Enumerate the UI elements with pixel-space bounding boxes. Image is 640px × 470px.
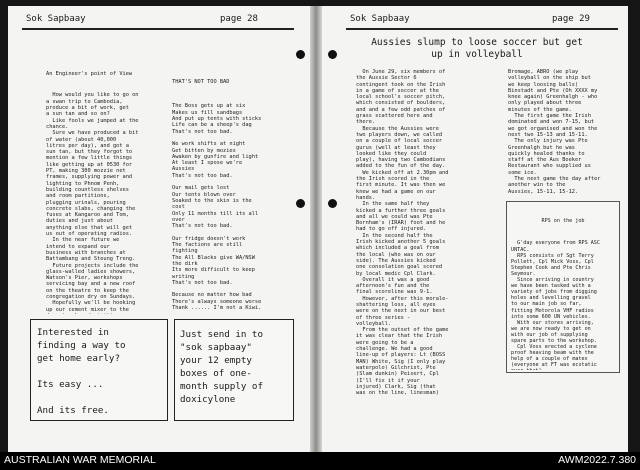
left-header-rule bbox=[22, 28, 294, 30]
right-header-title: Sok Sapbaay bbox=[350, 14, 410, 24]
rps-article bbox=[507, 202, 619, 370]
left-page bbox=[8, 6, 310, 452]
right-page bbox=[322, 6, 628, 452]
footer-source: AUSTRALIAN WAR MEMORIAL bbox=[4, 454, 156, 466]
binder-hole bbox=[328, 199, 337, 208]
rps-body: G'day everyone from RPS ASC UNTAC. RPS consists of Sgt Terry Pollett, Cpl Mick Voss, Cpl Stephen Cook and Pte Chris Seymour. Since arriving in country we have been tasked with a variety of jobs from digging holes and levelling gravel to our main job so far, fitting Motorola VHF radios into some 600 UN vehicles. With our stores arriving, we are now ready to get on with our job of supplying spare parts to the workshop. Cpl Voss erected a cyclone proof heaving beam with the help of a couple of mates (everyone at FT was ecstatic bbox=[511, 240, 600, 369]
ad-interested-box bbox=[30, 319, 168, 421]
right-header-page: page 29 bbox=[552, 14, 590, 24]
ad-send-in-box bbox=[174, 319, 294, 421]
engineer-body: How would you like to go on a swan trip to Cambodia, produce a bit of work, get a sun tan and so on? Like fools we jumped at the chance. Sure we have produced a bit of water (about 40,000 litres per day), and got a sun tan, but they forgot to mention a few little things like getting up at 0530 for PT, making 300 mozzie net frames, supplying power and lighting to Phnom Penh, building countless shelves and room partitions, plugging urinals, pouring concrete slabs, changing the fuses at Kangaroo and Tom, duties and just about anything else that will get us out of operating radios. In the near future we intend to expand our business with branches at Battambang and Steung Treng. Future projects include the glass-walled ladies showers, Watson's Pier, workshops servicing bay and a new roof on the theatre to keep the congregation dry on Sundays. Hopefully we'll be hooking up our cement mixer to the bbox=[46, 92, 139, 313]
left-header-title: Sok Sapbaay bbox=[26, 14, 86, 24]
ad-send-in-text: Just send in to "sok sapbaay" your 12 empty boxes of one- month supply of doxicylone bbox=[180, 329, 263, 405]
binder-hole bbox=[296, 50, 305, 59]
right-header-rule bbox=[346, 28, 618, 30]
book-spine bbox=[310, 6, 322, 452]
footer-accession: AWM2022.7.380 bbox=[558, 454, 636, 466]
engineer-heading: An Engineer's point of View bbox=[46, 70, 133, 77]
engineer-article bbox=[46, 58, 166, 314]
binder-hole bbox=[296, 199, 305, 208]
soccer-article-col2: Bromage, ABRO (we play volleyball on the ship but we keep loosing balls) Binstadt and Pte (Oh XXXX my knee again) Greenhalgh - who only played about three minutes of the game. The first game the Irish dominated and won 7-15, but we got organised and won the next two 15-13 and 15-11. The only injury was Pte Greenhalgh but he was quickly healed thanks to staff at the Aus Boeker Restaurant who supplied us some ice. The next game the day after another win to the Aussies, 15-11, 15-12. bbox=[508, 69, 601, 195]
archive-footer bbox=[0, 452, 640, 470]
poem-heading: THAT'S NOT TOO BAD bbox=[172, 78, 230, 85]
rps-heading: RPS on the job bbox=[541, 218, 585, 225]
poem-article bbox=[172, 66, 290, 311]
left-header-page: page 28 bbox=[220, 14, 258, 24]
article-title: Aussies slump to loose soccer but get up in volleyball bbox=[371, 37, 583, 60]
rps-box bbox=[506, 201, 620, 373]
poem-body: The Boss gets up at six Makes us fill sandbags And put up tents with sticks Life can be a sheep's dag That's not too bad. We work shifts at night Get bitten by mozies Awaken by gunfire and light At least I spose we're Aussies That's not too bad. Our mail gets lost Our tents blown over Soaked to the skin is the cost Only 11 months till its all over That's not too bad. Our fridge doesn't work The factions are still fighting The All Blacks give WA/NSW the dirk Its more difficult to keep writing That's not too bad. Because no matter how bad There's always someone worse Thank ...... I'm not a Kiwi. bbox=[172, 103, 262, 311]
ad-interested-text: Interested in finding a way to get home early? Its easy ... And its free. bbox=[37, 327, 126, 416]
soccer-article-col1: On June 29, six members of the Aussie Sector 6 contingent took on the Irish in a game of soccer at the local school's soccer pitch, which consisted of boulders, and and a few odd patches of grass scattered here and there. Because the Aussies were two players down, we called on a couple of local soccer gurus (well at least they looked like they could play), having two Cambodians added to the fun of the day. We kicked off at 2.30pm and the Irish scored in the first minute. It was then we knew we had a game on our hands. In the same half they kicked a further three goals and all we could was Pte Bornham's (IRAR) foot and he had to go off injured. In the second half the Irish kicked another 5 goals which included a goal from the local (who was on our side). The Aussies kicked one consolation goal scored by local medic Cpl Clark. Overall it was a good afternoon's fun and the final scoreline was 9-1. However, after this morale- shattering loss, all eyes were on the next in our best of three series - volleyball. From the outset of the game it was clear that the Irish were going to be a challenge. We had a good line-up of players: Lt (BOSS MAN) White, Sig (I only play waterpolo) Gilchrist, Pte (Slam dunkin) Peisert, Cpl (I'll fix it if your injured) Clark, Sig (that was on the line, linesman) bbox=[356, 69, 449, 397]
